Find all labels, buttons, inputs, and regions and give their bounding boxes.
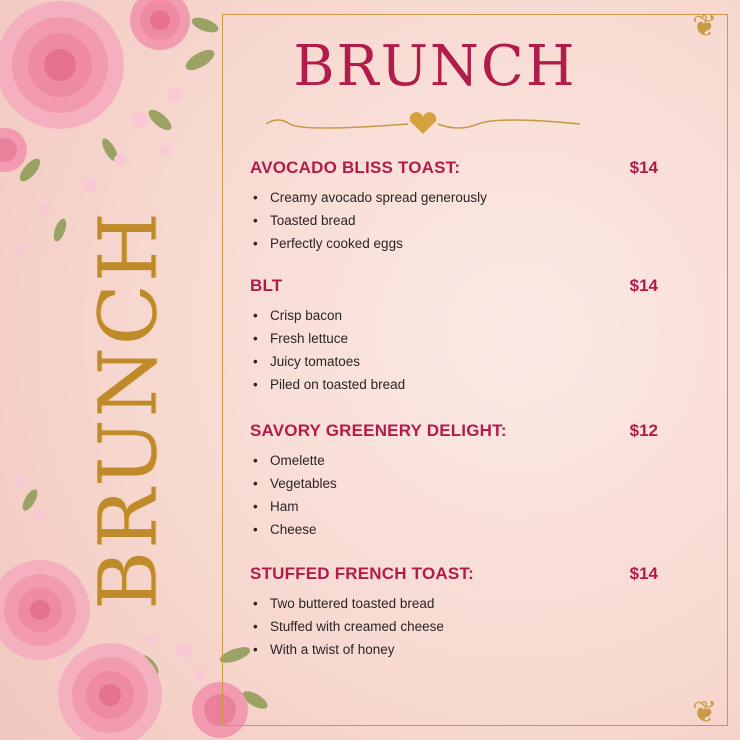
item-detail: • Vegetables bbox=[250, 472, 658, 495]
item-detail: • Two buttered toasted bread bbox=[250, 592, 658, 615]
menu-item bbox=[250, 421, 658, 541]
item-detail: • Ham bbox=[250, 495, 658, 518]
item-price: $14 bbox=[629, 276, 658, 295]
corner-flourish-icon: ❦ bbox=[692, 9, 718, 44]
item-name: SAVORY GREENERY DELIGHT: bbox=[250, 421, 507, 440]
item-detail: • Juicy tomatoes bbox=[250, 350, 658, 373]
heart-icon bbox=[410, 112, 437, 134]
item-detail: • Toasted bread bbox=[250, 209, 658, 232]
item-price: $14 bbox=[629, 158, 658, 177]
item-details bbox=[250, 592, 658, 661]
item-details bbox=[250, 304, 658, 396]
title-divider bbox=[258, 112, 588, 136]
corner-flourish-icon: ❦ bbox=[692, 695, 718, 730]
item-detail: • Omelette bbox=[250, 449, 658, 472]
menu-item bbox=[250, 276, 658, 396]
item-details bbox=[250, 186, 658, 255]
item-name: BLT bbox=[250, 276, 283, 295]
item-detail: • Cheese bbox=[250, 518, 658, 541]
item-detail: • Crisp bacon bbox=[250, 304, 658, 327]
item-detail: • With a twist of honey bbox=[250, 638, 658, 661]
item-price: $12 bbox=[629, 421, 658, 440]
menu-item bbox=[250, 158, 658, 255]
item-detail: • Stuffed with creamed cheese bbox=[250, 615, 658, 638]
item-detail: • Creamy avocado spread generously bbox=[250, 186, 658, 209]
item-detail: • Perfectly cooked eggs bbox=[250, 232, 658, 255]
page-title: BRUNCH bbox=[293, 34, 577, 99]
item-detail: • Piled on toasted bread bbox=[250, 373, 658, 396]
item-details bbox=[250, 449, 658, 541]
menu-item bbox=[250, 564, 658, 661]
side-title: BRUNCH bbox=[81, 210, 175, 610]
item-name: STUFFED FRENCH TOAST: bbox=[250, 564, 474, 583]
item-name: AVOCADO BLISS TOAST: bbox=[250, 158, 461, 177]
item-price: $14 bbox=[629, 564, 658, 583]
item-detail: • Fresh lettuce bbox=[250, 327, 658, 350]
